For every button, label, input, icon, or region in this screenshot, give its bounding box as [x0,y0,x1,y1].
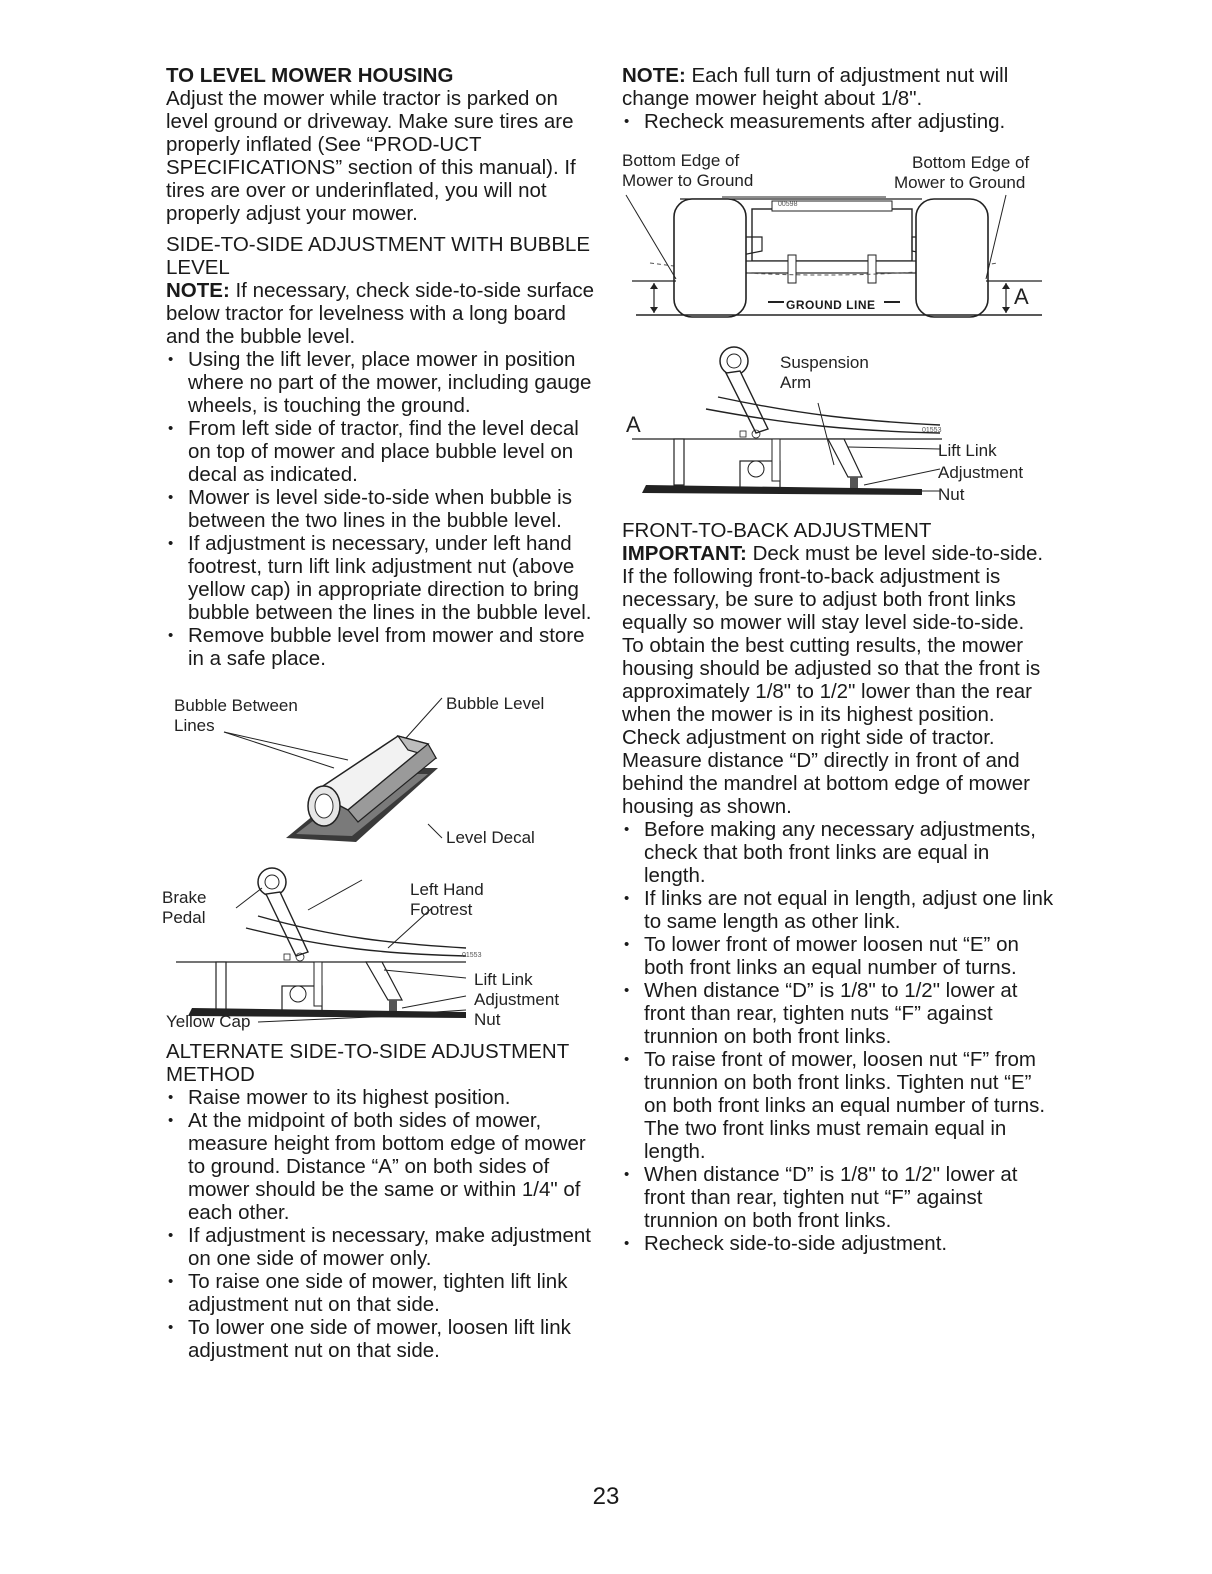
list-item: • To lower front of mower loosen nut “E” on both front links an equal number of turns. [622,933,1054,979]
right-column [622,64,1054,1255]
label-yellow-cap: Yellow Cap [166,1012,251,1031]
figure-code: 01553 [922,427,942,434]
label-left-hand: Left Hand [410,880,484,899]
important-text: Deck must be level side-to-side. If the following front-to-back adjustment is necessary, be sure to adjust both front links equally so mower will stay level side-to-side. [622,542,1044,634]
note-label: NOTE: [166,279,230,302]
label-bottom-edge-left: Bottom Edge of [622,151,740,170]
note-paragraph [622,64,1054,110]
label-level-decal: Level Decal [446,828,535,847]
important-label: IMPORTANT: [622,542,747,565]
note-paragraph [166,279,598,348]
section-title: TO LEVEL MOWER HOUSING [166,64,454,87]
label-footrest: Footrest [410,900,473,919]
label-lines: Lines [174,716,215,735]
label-bubble-level: Bubble Level [446,694,545,713]
footrest-figure [162,858,598,1031]
list-item: • When distance “D” is 1/8" to 1/2" lower at front than rear, tighten nut “F” against trunnion on both front links. [622,1163,1054,1232]
note-label: NOTE: [622,64,686,87]
list-item: • If adjustment is necessary, under left hand footrest, turn lift link adjustment nut (above yellow cap) in appropriate direction to bring bubble between the lines in the bubble level. [166,532,598,624]
page-number: 23 [592,1483,620,1510]
label-adjustment: Adjustment [938,463,1024,482]
alternate-heading: ALTERNATE SIDE-TO-SIDE ADJUSTMENT METHOD [166,1040,569,1086]
important-paragraph [622,542,1054,634]
front-to-back-heading: FRONT-TO-BACK ADJUSTMENT [622,519,932,542]
list-item: • Raise mower to its highest position. [166,1086,598,1109]
list-item: • Using the lift lever, place mower in position where no part of the mower, including gauge wheels, is touching the ground. [166,348,598,417]
cutting-results-paragraph: To obtain the best cutting results, the mower housing should be adjusted so that the front is approximately 1/8" to 1/2" lower than the rear when the mower is in its highest position. [622,634,1041,726]
check-adjustment-paragraph: Check adjustment on right side of tractor. Measure distance “D” directly in front of and behind the mandrel at bottom edge of mower housing as shown. [622,726,1030,818]
list-item: • To raise front of mower, loosen nut “F” from trunnion on both front links. Tighten nut “E” on both front links an equal number of turns. The two front links must remain equal in length. [622,1048,1054,1163]
label-bottom-edge-right: Bottom Edge of [912,153,1030,172]
front-to-back-steps [622,818,1054,1255]
label-adjustment: Adjustment [474,990,560,1009]
label-nut: Nut [474,1010,501,1029]
label-pedal: Pedal [162,908,206,927]
list-item: • If links are not equal in length, adjust one link to same length as other link. [622,887,1054,933]
alternate-steps [166,1086,598,1362]
left-column [162,64,598,1362]
label-mower-to-ground-left: Mower to Ground [622,171,754,190]
note-text: If necessary, check side-to-side surface below tractor for levelness with a long board and the bubble level. [166,279,594,348]
label-suspension: Suspension [780,353,869,372]
note-steps [622,110,1054,133]
label-brake: Brake [162,888,207,907]
suspension-figure [622,339,1054,519]
label-lift-link: Lift Link [474,970,533,989]
list-item: • Before making any necessary adjustments, check that both front links are equal in length. [622,818,1054,887]
bubble-level-figure [166,692,598,854]
list-item: • Mower is level side-to-side when bubble is between the two lines in the bubble level. [166,486,598,532]
intro-paragraph: Adjust the mower while tractor is parked on level ground or driveway. Make sure tires are properly inflated (See “PROD-UCT SPECIFICATIONS” section of this manual). If tires are over or underinflated, you will not properly adjust your mower. [166,87,576,225]
list-item: • From left side of tractor, find the level decal on top of mower and place bubble level on decal as indicated. [166,417,598,486]
side-to-side-steps [166,348,598,670]
label-mower-to-ground-right: Mower to Ground [894,173,1026,192]
dimension-a-label: A [1014,284,1029,309]
list-item: • When distance “D” is 1/8" to 1/2" lower at front than rear, tighten nuts “F” against trunnion on both front links. [622,979,1054,1048]
list-item: • Recheck side-to-side adjustment. [622,1232,1054,1255]
label-arm: Arm [780,373,812,392]
list-item: • Recheck measurements after adjusting. [622,110,1054,133]
list-item: • To lower one side of mower, loosen lift link adjustment nut on that side. [166,1316,598,1362]
note-text: Each full turn of adjustment nut will change mower height about 1/8". [622,64,1009,110]
list-item: • Remove bubble level from mower and store in a safe place. [166,624,598,670]
ground-line-figure [622,151,1054,337]
side-to-side-heading: SIDE-TO-SIDE ADJUSTMENT WITH BUBBLE LEVEL [166,233,591,279]
list-item: • To raise one side of mower, tighten lift link adjustment nut on that side. [166,1270,598,1316]
list-item: • At the midpoint of both sides of mower, measure height from bottom edge of mower to ground. Distance “A” on both sides of mower should be the same or within 1/4" of each other. [166,1109,598,1224]
ground-line-text: GROUND LINE [786,298,876,312]
label-bubble-between: Bubble Between [174,696,298,715]
list-item: • If adjustment is necessary, make adjustment on one side of mower only. [166,1224,598,1270]
label-lift-link: Lift Link [938,441,997,460]
figure-code: 01553 [462,952,482,959]
label-nut: Nut [938,485,965,504]
dimension-a-label: A [626,412,641,437]
figure-code: 00598 [778,201,798,208]
